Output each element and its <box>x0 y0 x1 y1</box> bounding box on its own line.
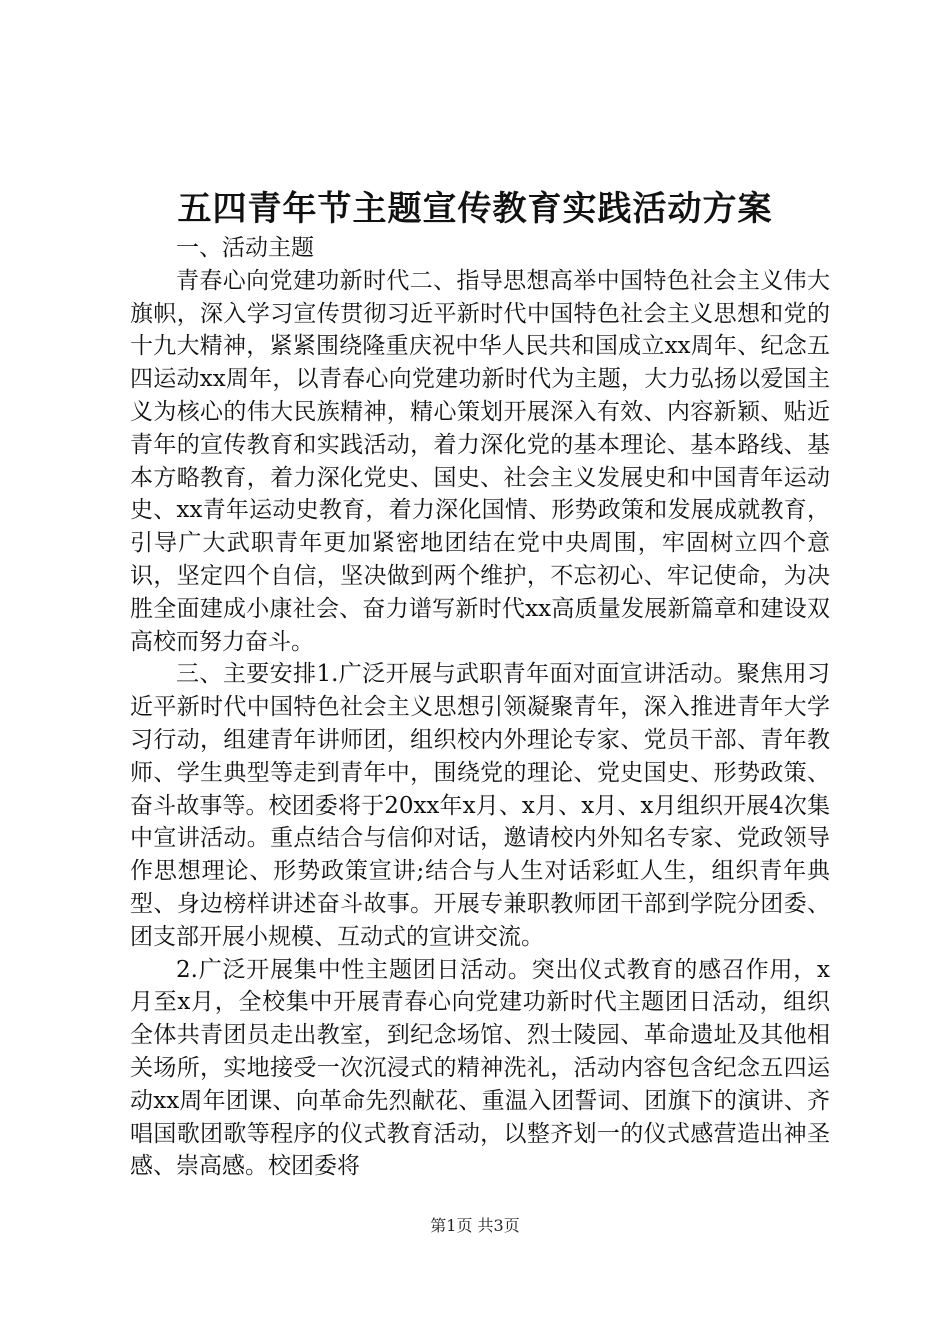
section-heading-theme: 一、活动主题 <box>176 235 314 261</box>
paragraph-main-arrangements: 三、主要安排1.广泛开展与武职青年面对面宣讲活动。聚焦用习近平新时代中国特色社会主义思想引领凝聚青年，深入推进青年大学习行动，组建青年讲师团，组织校内外理论专家、党员干部、青年教师、学生典型等走到青年中，围绕党的理论、党史国史、形势政策、奋斗故事等。校团委将于20xx年x月、x月、x月、x月组织开展4次集中宣讲活动。重点结合与信仰对话，邀请校内外知名专家、党政领导作思想理论、形势政策宣讲;结合与人生对话彩虹人生，组织青年典型、身边榜样讲述奋斗故事。开展专兼职教师团干部到学院分团委、团支部开展小规模、互动式的宣讲交流。 <box>130 661 830 950</box>
document-body <box>130 232 830 1183</box>
document-title: 五四青年节主题宣传教育实践活动方案 <box>177 189 773 229</box>
page-number-footer: 第1页 共3页 <box>430 1216 520 1235</box>
paragraph-guiding-thought: 青春心向党建功新时代二、指导思想高举中国特色社会主义伟大旗帜，深入学习宣传贯彻习近平新时代中国特色社会主义思想和党的十九大精神，紧紧围绕隆重庆祝中华人民共和国成立xx周年、纪念五四运动xx周年，以青春心向党建功新时代为主题，大力弘扬以爱国主义为核心的伟大民族精神，精心策划开展深入有效、内容新颖、贴近青年的宣传教育和实践活动，着力深化党的基本理论、基本路线、基本方略教育，着力深化党史、国史、社会主义发展史和中国青年运动史、xx青年运动史教育，着力深化国情、形势政策和发展成就教育，引导广大武职青年更加紧密地团结在党中央周围，牢固树立四个意识，坚定四个自信，坚决做到两个维护，不忘初心、牢记使命，为决胜全面建成小康社会、奋力谱写新时代xx高质量发展新篇章和建设双高校而努力奋斗。 <box>130 267 830 655</box>
paragraph-theme-league-day: 2.广泛开展集中性主题团日活动。突出仪式教育的感召作用，x月至x月，全校集中开展青春心向党建功新时代主题团日活动，组织全体共青团员走出教室，到纪念场馆、烈士陵园、革命遗址及其他相关场所，实地接受一次沉浸式的精神洗礼，活动内容包含纪念五四运动xx周年团课、向革命先烈献花、重温入团誓词、团旗下的演讲、齐唱国歌团歌等程序的仪式教育活动，以整齐划一的仪式感营造出神圣感、崇高感。校团委将 <box>130 956 830 1180</box>
